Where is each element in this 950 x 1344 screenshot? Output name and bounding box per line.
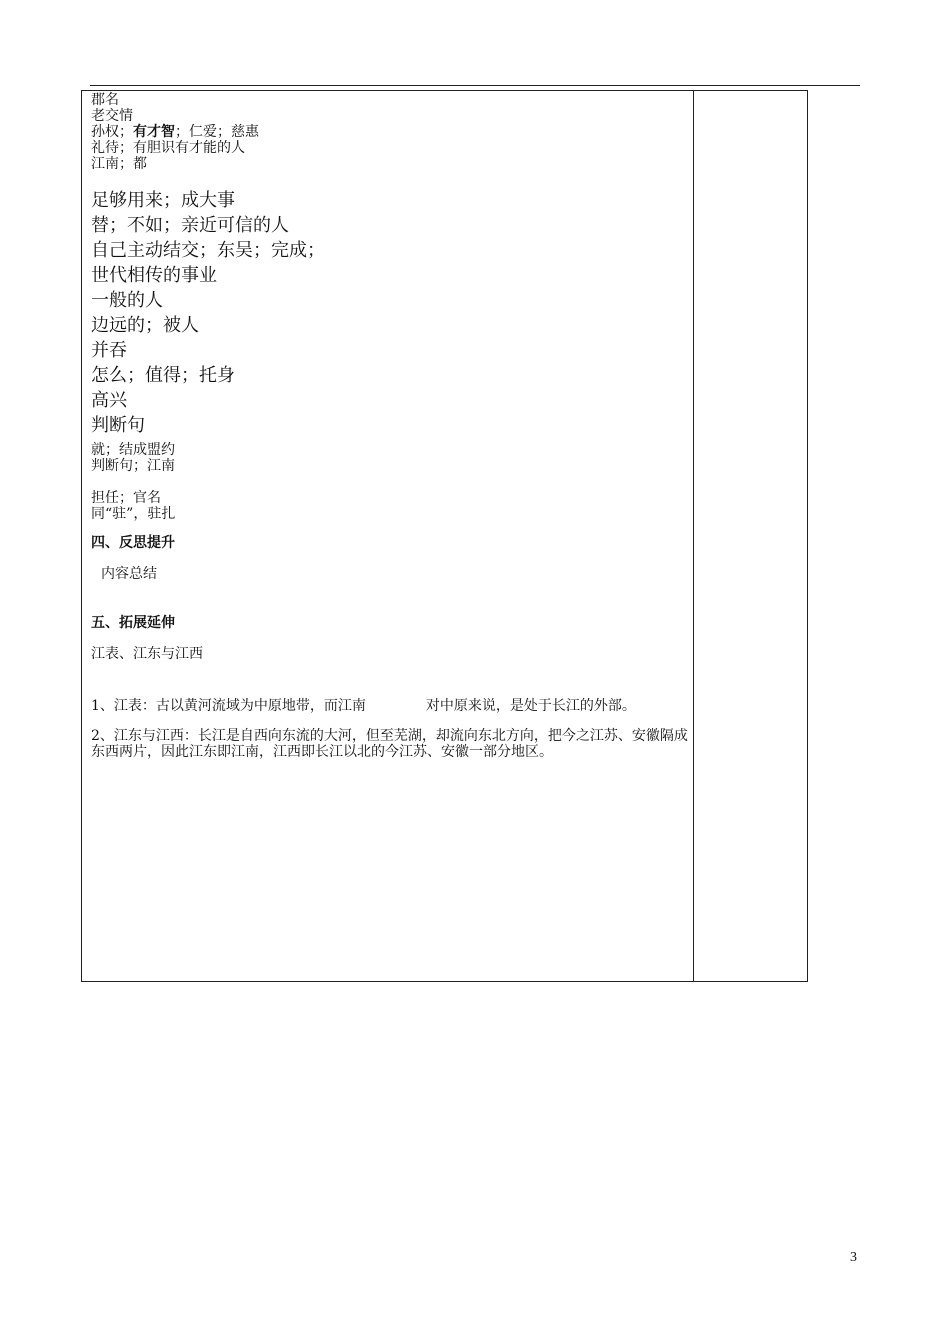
answer-line-large: 边远的；被人 xyxy=(91,315,199,336)
answer-text: ；仁爱；慈惠 xyxy=(175,124,259,140)
answer-line-sunquan xyxy=(91,124,691,140)
extension-paragraph-1 xyxy=(91,698,691,714)
answer-line: 老交情 xyxy=(91,108,133,124)
section-heading-reflection: 四、反思提升 xyxy=(91,535,175,551)
answer-line: 郡名 xyxy=(91,92,119,108)
answer-line-large: 高兴 xyxy=(91,390,127,411)
reflection-content: 内容总结 xyxy=(101,566,157,582)
table-column-divider xyxy=(693,90,694,982)
answer-line-large: 一般的人 xyxy=(91,290,163,311)
answer-line: 同“驻”，驻扎 xyxy=(91,506,176,522)
answer-cell xyxy=(91,92,691,760)
answer-line: 就；结成盟约 xyxy=(91,442,175,458)
answer-line: 礼待；有胆识有才能的人 xyxy=(91,140,245,156)
extension-paragraph-2: 2、江东与江西：长江是自西向东流的大河，但至芜湖，却流向东北方向，把今之江苏、安徽隔成东西两片，因此江东即江南，江西即长江以北的今江苏、安徽一部分地区。 xyxy=(91,728,688,760)
answer-line-large: 自己主动结交；东吴；完成； xyxy=(91,240,325,261)
extension-subtitle: 江表、江东与江西 xyxy=(91,646,203,662)
header-rule xyxy=(90,85,860,86)
answer-text-bold: 有才智 xyxy=(133,124,175,140)
section-heading-extension: 五、拓展延伸 xyxy=(91,615,175,631)
answer-line: 判断句；江南 xyxy=(91,458,175,474)
answer-line-large: 世代相传的事业 xyxy=(91,265,217,286)
answer-line-large: 替；不如；亲近可信的人 xyxy=(91,215,289,236)
paragraph-text: 对中原来说，是处于长江的外部。 xyxy=(425,698,636,714)
answer-line: 江南；都 xyxy=(91,156,147,172)
page-number: 3 xyxy=(850,1250,857,1265)
answer-line-large: 判断句 xyxy=(91,415,145,436)
answer-line-large: 怎么；值得；托身 xyxy=(91,365,235,386)
answer-line-large: 并吞 xyxy=(91,340,127,361)
answer-line-large: 足够用来；成大事 xyxy=(91,190,235,211)
answer-line: 担任；官名 xyxy=(91,490,161,506)
paragraph-text: 1、江表：古以黄河流域为中原地带，而江南 xyxy=(91,698,366,714)
answer-text: 孙权； xyxy=(91,124,133,140)
